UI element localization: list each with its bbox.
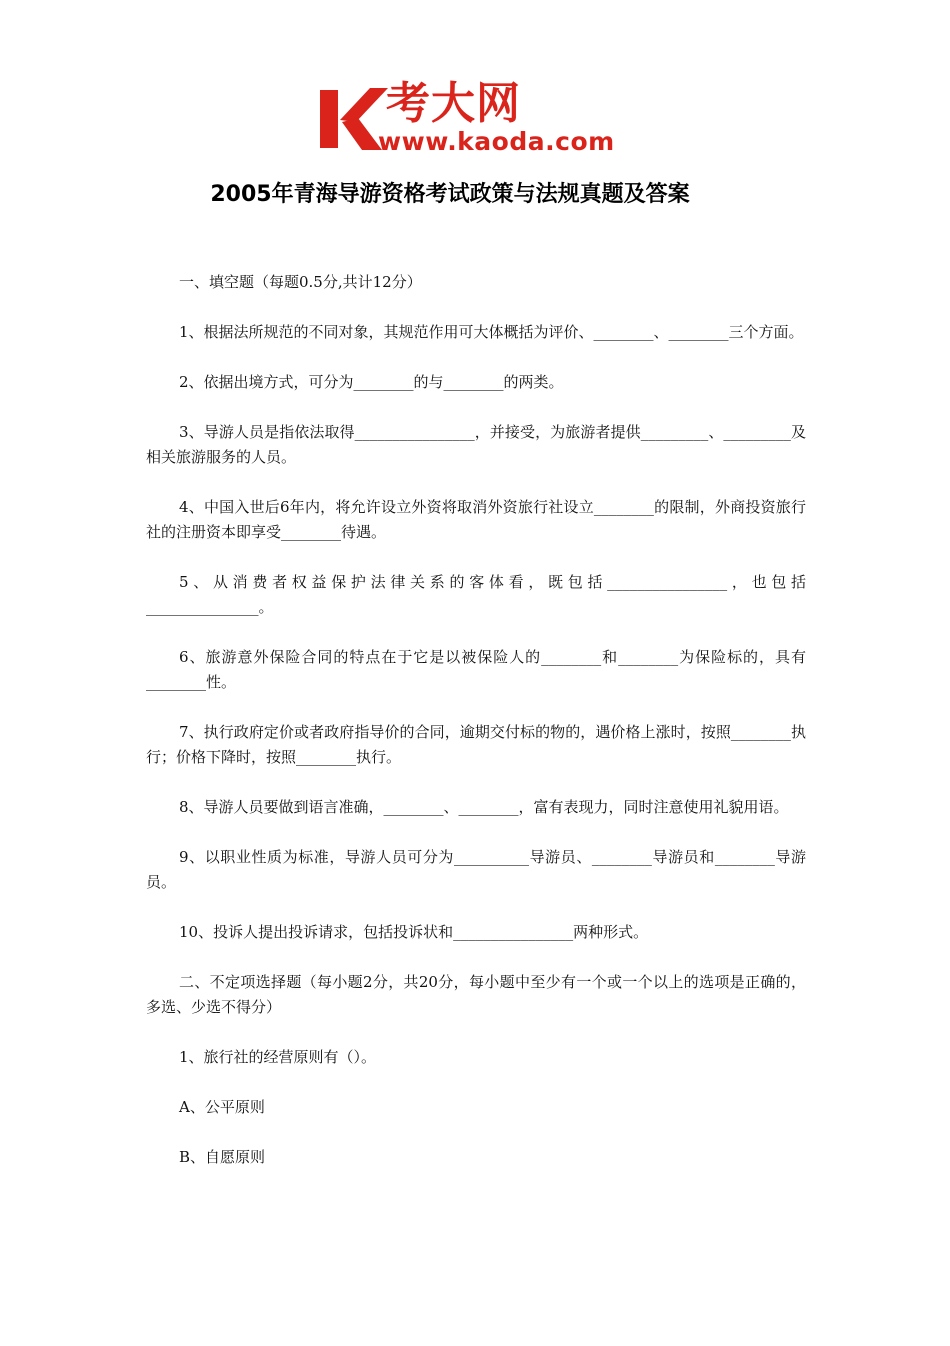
question-paragraph: 4、中国入世后6年内，将允许设立外资将取消外资旅行社设立________的限制，外商投资旅行社的注册资本即享受________待遇。 [146,498,806,541]
section-heading-fill-blank: 一、填空题（每题0.5分,共计12分） [179,273,422,291]
answer-option: A、公平原则 [179,1098,265,1116]
question-paragraph: 5、从消费者权益保护法律关系的客体看，既包括________________，也包括_______________。 [146,573,806,616]
question-paragraph: 9、以职业性质为标准，导游人员可分为__________导游员、________导游员和________导游员。 [146,848,806,891]
kaoda-logo [318,80,638,158]
question-paragraph: 1、根据法所规范的不同对象，其规范作用可大体概括为评价、________、________三个方面。 [179,323,804,341]
document-body [146,270,806,1195]
question-paragraph: 8、导游人员要做到语言准确，________、________，富有表现力，同时注意使用礼貌用语。 [179,798,789,816]
question-paragraph: 6、旅游意外保险合同的特点在于它是以被保险人的________和________为保险标的，具有________性。 [146,648,806,691]
question-paragraph: 7、执行政府定价或者政府指导价的合同，逾期交付标的物的，遇价格上涨时，按照________执行；价格下降时，按照________执行。 [146,723,806,766]
logo-brand-text: 考大网 [386,78,521,129]
question-paragraph: 2、依据出境方式，可分为________的与________的两类。 [179,373,564,391]
section-heading-multiple-choice: 二、不定项选择题（每小题2分，共20分，每小题中至少有一个或一个以上的选项是正确的，多选、少选不得分） [146,973,806,1016]
question-paragraph: 3、导游人员是指依法取得________________，并接受，为旅游者提供_________、_________及相关旅游服务的人员。 [146,423,806,466]
answer-option: B、自愿原则 [179,1148,266,1166]
question-paragraph: 10、投诉人提出投诉请求，包括投诉状和________________两种形式。 [179,923,649,941]
document-title: 2005年青海导游资格考试政策与法规真题及答案 [210,182,690,207]
logo-url-text: www.kaoda.com [378,127,615,156]
question-paragraph: 1、旅行社的经营原则有（）。 [179,1048,377,1066]
